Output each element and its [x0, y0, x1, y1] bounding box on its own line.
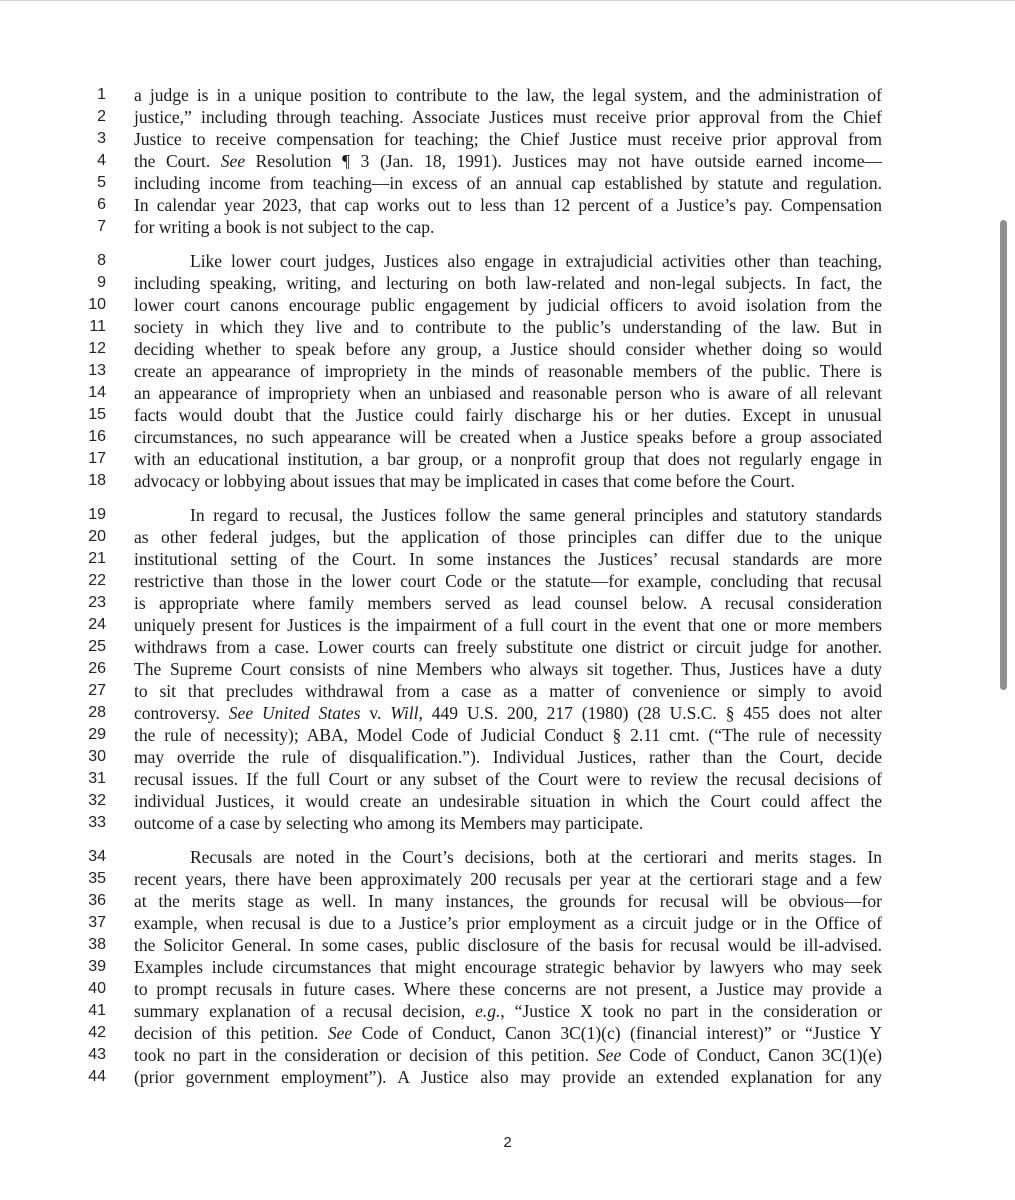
text-line: [0, 448, 1015, 470]
line-text: to prompt recusals in future cases. Where these concerns are not present, a Justice may provide a: [134, 979, 882, 999]
text-line: [0, 978, 1015, 1000]
text-line: [0, 614, 1015, 636]
text-line: [0, 526, 1015, 548]
line-text: The Supreme Court consists of nine Members who always sit together. Thus, Justices have a duty: [134, 659, 882, 679]
text-line: [0, 272, 1015, 294]
text-line: [0, 216, 1015, 238]
line-text: took no part in the consideration or decision of this petition. See Code of Conduct, Canon 3C(1)(e): [134, 1045, 883, 1065]
line-text: including speaking, writing, and lecturing on both law-related and non-legal subjects. In fact, the: [134, 273, 882, 293]
line-text: outcome of a case by selecting who among its Members may participate.: [134, 813, 644, 833]
line-text: the Court. See Resolution ¶ 3 (Jan. 18, 1991). Justices may not have outside earned income—: [134, 151, 882, 171]
line-number: 30: [88, 748, 106, 765]
text-line: [0, 868, 1015, 890]
line-text: controversy. See United States v. Will, 449 U.S. 200, 217 (1980) (28 U.S.C. § 455 does not alter: [134, 703, 882, 723]
line-number: 39: [88, 958, 106, 975]
line-number: 40: [88, 980, 106, 997]
line-text: Justice to receive compensation for teaching; the Chief Justice must receive prior approval from: [134, 129, 882, 149]
line-number: 28: [88, 704, 106, 721]
text-line: [0, 724, 1015, 746]
vertical-scrollbar[interactable]: [1000, 220, 1007, 690]
line-number: 27: [88, 682, 106, 699]
line-text: lower court canons encourage public engagement by judicial officers to avoid isolation from the: [134, 295, 882, 315]
line-number: 16: [88, 428, 106, 445]
line-number: 34: [88, 848, 106, 865]
line-number: 37: [88, 914, 106, 931]
line-number: 18: [88, 472, 106, 489]
text-line: [0, 812, 1015, 834]
paragraph-gap: [0, 492, 1015, 504]
line-text: society in which they live and to contribute to the public’s understanding of the law. But in: [134, 317, 882, 337]
line-text: including income from teaching—in excess of an annual cap established by statute and regulation.: [134, 173, 882, 193]
line-number: 41: [88, 1002, 106, 1019]
line-number: 33: [88, 814, 106, 831]
line-text: create an appearance of impropriety in the minds of reasonable members of the public. There is: [134, 361, 882, 381]
line-text: advocacy or lobbying about issues that may be implicated in cases that come before the Court.: [134, 471, 795, 491]
text-line: [0, 84, 1015, 106]
line-number: 6: [97, 196, 106, 213]
line-text: the rule of necessity); ABA, Model Code of Judicial Conduct § 2.11 cmt. (“The rule of necessity: [134, 725, 882, 745]
line-text: Examples include circumstances that might encourage strategic behavior by lawyers who may seek: [134, 957, 882, 977]
text-line: [0, 382, 1015, 404]
text-line: [0, 680, 1015, 702]
line-number: 20: [88, 528, 106, 545]
line-number: 44: [88, 1068, 106, 1085]
top-divider: [0, 0, 1015, 1]
paragraph: [0, 84, 1015, 238]
line-text: example, when recusal is due to a Justice’s prior employment as a circuit judge or in the Office of: [134, 913, 882, 933]
line-text: (prior government employment”). A Justice also may provide an extended explanation for any: [134, 1067, 882, 1087]
line-number: 14: [88, 384, 106, 401]
text-line: [0, 846, 1015, 868]
line-text: individual Justices, it would create an undesirable situation in which the Court could affect the: [134, 791, 882, 811]
text-line: [0, 294, 1015, 316]
line-number: 42: [88, 1024, 106, 1041]
text-line: [0, 504, 1015, 526]
line-text: justice,” including through teaching. Associate Justices must receive prior approval from the Chief: [134, 107, 882, 127]
line-number: 3: [97, 130, 106, 147]
text-line: [0, 106, 1015, 128]
line-number: 43: [88, 1046, 106, 1063]
line-number: 1: [97, 86, 106, 103]
text-line: [0, 1000, 1015, 1022]
line-number: 11: [89, 318, 106, 335]
text-line: [0, 636, 1015, 658]
line-number: 5: [97, 174, 106, 191]
page-number: 2: [503, 1134, 512, 1151]
line-text: recusal issues. If the full Court or any subset of the Court were to review the recusal decisions of: [134, 769, 882, 789]
text-line: [0, 768, 1015, 790]
line-text: Recusals are noted in the Court’s decisions, both at the certiorari and merits stages. In: [190, 847, 882, 867]
line-number: 31: [88, 770, 106, 787]
text-line: [0, 1066, 1015, 1088]
line-text: with an educational institution, a bar group, or a nonprofit group that does not regularly engage in: [134, 449, 882, 469]
line-number: 4: [97, 152, 106, 169]
text-line: [0, 702, 1015, 724]
line-text: recent years, there have been approximately 200 recusals per year at the certiorari stage and a few: [134, 869, 882, 889]
line-number: 21: [88, 550, 106, 567]
line-text: deciding whether to speak before any group, a Justice should consider whether doing so would: [134, 339, 882, 359]
line-number: 38: [88, 936, 106, 953]
text-line: [0, 746, 1015, 768]
line-number: 26: [88, 660, 106, 677]
text-line: [0, 172, 1015, 194]
paragraph: [0, 846, 1015, 1088]
line-number: 35: [88, 870, 106, 887]
document-body: [0, 84, 1015, 1088]
text-line: [0, 194, 1015, 216]
text-line: [0, 934, 1015, 956]
line-text: institutional setting of the Court. In some instances the Justices’ recusal standards are more: [134, 549, 882, 569]
text-line: [0, 426, 1015, 448]
text-line: [0, 1022, 1015, 1044]
line-number: 29: [88, 726, 106, 743]
line-text: to sit that precludes withdrawal from a case as a matter of convenience or simply to avoid: [134, 681, 882, 701]
line-text: a judge is in a unique position to contribute to the law, the legal system, and the administration of: [134, 85, 882, 105]
line-number: 36: [88, 892, 106, 909]
line-text: an appearance of impropriety when an unbiased and reasonable person who is aware of all relevant: [134, 383, 882, 403]
line-text: decision of this petition. See Code of Conduct, Canon 3C(1)(c) (financial interest)” or “Justice Y: [134, 1023, 882, 1043]
line-text: Like lower court judges, Justices also engage in extrajudicial activities other than teaching,: [190, 251, 882, 271]
line-number: 8: [97, 252, 106, 269]
line-number: 19: [88, 506, 106, 523]
text-line: [0, 470, 1015, 492]
line-number: 32: [88, 792, 106, 809]
line-text: withdraws from a case. Lower courts can freely substitute one district or circuit judge for another.: [134, 637, 882, 657]
line-text: In calendar year 2023, that cap works out to less than 12 percent of a Justice’s pay. Compensation: [134, 195, 882, 215]
line-text: at the merits stage as well. In many instances, the grounds for recusal will be obvious—for: [134, 891, 882, 911]
paragraph: [0, 504, 1015, 834]
paragraph-gap: [0, 238, 1015, 250]
line-text: may override the rule of disqualification.”). Individual Justices, rather than the Court, decide: [134, 747, 882, 767]
line-number: 22: [88, 572, 106, 589]
text-line: [0, 316, 1015, 338]
text-line: [0, 956, 1015, 978]
line-text: the Solicitor General. In some cases, public disclosure of the basis for recusal would be ill-advised.: [134, 935, 882, 955]
line-number: 2: [97, 108, 106, 125]
line-text: is appropriate where family members served as lead counsel below. A recusal consideration: [134, 593, 882, 613]
line-text: facts would doubt that the Justice could fairly discharge his or her duties. Except in unusual: [134, 405, 882, 425]
line-text: uniquely present for Justices is the impairment of a full court in the event that one or more members: [134, 615, 882, 635]
line-number: 9: [97, 274, 106, 291]
text-line: [0, 790, 1015, 812]
paragraph: [0, 250, 1015, 492]
text-line: [0, 360, 1015, 382]
text-line: [0, 658, 1015, 680]
line-number: 25: [88, 638, 106, 655]
line-number: 23: [88, 594, 106, 611]
text-line: [0, 404, 1015, 426]
line-text: restrictive than those in the lower court Code or the statute—for example, concluding that recusal: [134, 571, 882, 591]
line-number: 12: [88, 340, 106, 357]
text-line: [0, 592, 1015, 614]
line-number: 7: [97, 218, 106, 235]
text-line: [0, 338, 1015, 360]
text-line: [0, 570, 1015, 592]
line-text: In regard to recusal, the Justices follow the same general principles and statutory standards: [190, 505, 882, 525]
line-text: circumstances, no such appearance will be created when a Justice speaks before a group associated: [134, 427, 882, 447]
line-number: 24: [88, 616, 106, 633]
line-number: 10: [88, 296, 106, 313]
text-line: [0, 890, 1015, 912]
line-number: 13: [88, 362, 106, 379]
line-number: 15: [88, 406, 106, 423]
text-line: [0, 250, 1015, 272]
text-line: [0, 1044, 1015, 1066]
line-text: for writing a book is not subject to the cap.: [134, 217, 435, 237]
text-line: [0, 912, 1015, 934]
text-line: [0, 128, 1015, 150]
line-number: 17: [88, 450, 106, 467]
line-text: as other federal judges, but the application of those principles can differ due to the unique: [134, 527, 882, 547]
text-line: [0, 150, 1015, 172]
line-text: summary explanation of a recusal decision, e.g., “Justice X took no part in the consideration or: [134, 1001, 883, 1021]
paragraph-gap: [0, 834, 1015, 846]
text-line: [0, 548, 1015, 570]
